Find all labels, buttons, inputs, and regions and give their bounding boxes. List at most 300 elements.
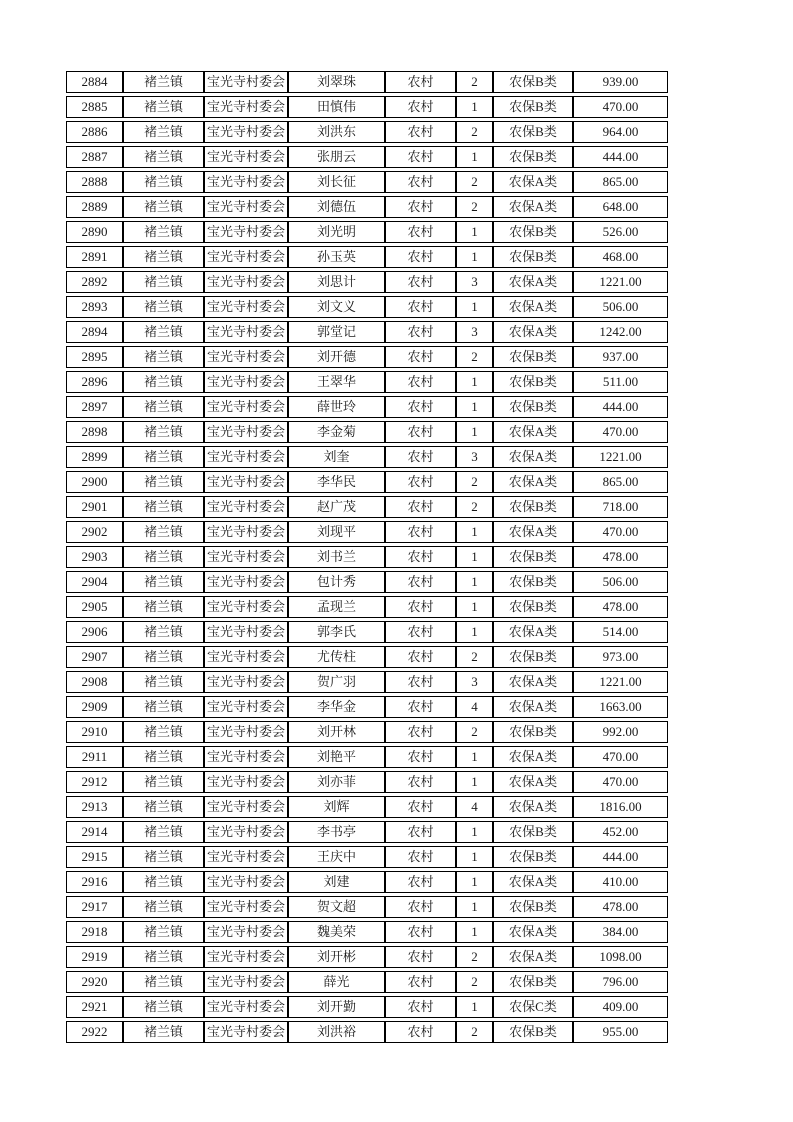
cell-amount: 444.00: [573, 846, 668, 868]
cell-serial-number: 2908: [66, 671, 123, 693]
cell-insurance-category: 农保A类: [493, 871, 573, 893]
cell-person-name: 刘光明: [288, 221, 385, 243]
cell-residence-type: 农村: [385, 996, 456, 1018]
cell-insurance-category: 农保A类: [493, 296, 573, 318]
cell-serial-number: 2903: [66, 546, 123, 568]
cell-village-committee: 宝光寺村委会: [204, 721, 288, 743]
cell-insurance-category: 农保B类: [493, 821, 573, 843]
cell-person-count: 3: [456, 446, 493, 468]
table-container: [66, 68, 668, 1046]
cell-person-count: 1: [456, 896, 493, 918]
cell-serial-number: 2897: [66, 396, 123, 418]
cell-residence-type: 农村: [385, 321, 456, 343]
cell-serial-number: 2888: [66, 171, 123, 193]
cell-village-committee: 宝光寺村委会: [204, 896, 288, 918]
cell-village-committee: 宝光寺村委会: [204, 971, 288, 993]
cell-insurance-category: 农保A类: [493, 196, 573, 218]
cell-village-committee: 宝光寺村委会: [204, 321, 288, 343]
table-row: [66, 196, 668, 218]
cell-village-committee: 宝光寺村委会: [204, 596, 288, 618]
cell-insurance-category: 农保A类: [493, 621, 573, 643]
table-row: [66, 471, 668, 493]
cell-amount: 409.00: [573, 996, 668, 1018]
cell-insurance-category: 农保A类: [493, 746, 573, 768]
cell-insurance-category: 农保B类: [493, 346, 573, 368]
cell-town: 褚兰镇: [123, 971, 204, 993]
cell-residence-type: 农村: [385, 746, 456, 768]
cell-town: 褚兰镇: [123, 746, 204, 768]
cell-amount: 410.00: [573, 871, 668, 893]
cell-person-count: 2: [456, 171, 493, 193]
cell-village-committee: 宝光寺村委会: [204, 1021, 288, 1043]
cell-amount: 1221.00: [573, 446, 668, 468]
cell-serial-number: 2902: [66, 521, 123, 543]
cell-person-count: 1: [456, 296, 493, 318]
cell-person-name: 薛世玲: [288, 396, 385, 418]
cell-insurance-category: 农保B类: [493, 71, 573, 93]
cell-town: 褚兰镇: [123, 671, 204, 693]
cell-town: 褚兰镇: [123, 621, 204, 643]
cell-person-name: 刘开彬: [288, 946, 385, 968]
cell-village-committee: 宝光寺村委会: [204, 696, 288, 718]
cell-amount: 648.00: [573, 196, 668, 218]
cell-residence-type: 农村: [385, 796, 456, 818]
cell-amount: 452.00: [573, 821, 668, 843]
cell-village-committee: 宝光寺村委会: [204, 121, 288, 143]
cell-insurance-category: 农保A类: [493, 271, 573, 293]
cell-insurance-category: 农保B类: [493, 221, 573, 243]
cell-serial-number: 2910: [66, 721, 123, 743]
cell-town: 褚兰镇: [123, 171, 204, 193]
cell-residence-type: 农村: [385, 921, 456, 943]
cell-insurance-category: 农保B类: [493, 96, 573, 118]
table-row: [66, 1021, 668, 1043]
cell-village-committee: 宝光寺村委会: [204, 496, 288, 518]
cell-person-name: 田慎伟: [288, 96, 385, 118]
cell-town: 褚兰镇: [123, 896, 204, 918]
cell-residence-type: 农村: [385, 421, 456, 443]
table-row: [66, 521, 668, 543]
cell-person-count: 1: [456, 96, 493, 118]
table-row: [66, 346, 668, 368]
cell-person-count: 2: [456, 721, 493, 743]
cell-person-count: 2: [456, 971, 493, 993]
cell-residence-type: 农村: [385, 846, 456, 868]
cell-serial-number: 2915: [66, 846, 123, 868]
cell-person-count: 1: [456, 521, 493, 543]
table-row: [66, 146, 668, 168]
cell-town: 褚兰镇: [123, 146, 204, 168]
cell-person-name: 刘思计: [288, 271, 385, 293]
cell-person-count: 4: [456, 796, 493, 818]
cell-amount: 478.00: [573, 896, 668, 918]
cell-insurance-category: 农保A类: [493, 921, 573, 943]
cell-village-committee: 宝光寺村委会: [204, 246, 288, 268]
cell-person-name: 李金菊: [288, 421, 385, 443]
table-row: [66, 871, 668, 893]
cell-village-committee: 宝光寺村委会: [204, 746, 288, 768]
cell-village-committee: 宝光寺村委会: [204, 996, 288, 1018]
cell-amount: 478.00: [573, 596, 668, 618]
cell-person-count: 1: [456, 221, 493, 243]
cell-village-committee: 宝光寺村委会: [204, 471, 288, 493]
cell-person-count: 1: [456, 146, 493, 168]
cell-residence-type: 农村: [385, 496, 456, 518]
cell-serial-number: 2917: [66, 896, 123, 918]
table-row: [66, 421, 668, 443]
cell-residence-type: 农村: [385, 271, 456, 293]
cell-village-committee: 宝光寺村委会: [204, 621, 288, 643]
cell-town: 褚兰镇: [123, 296, 204, 318]
cell-amount: 973.00: [573, 646, 668, 668]
cell-person-name: 刘现平: [288, 521, 385, 543]
table-row: [66, 546, 668, 568]
cell-insurance-category: 农保A类: [493, 321, 573, 343]
cell-village-committee: 宝光寺村委会: [204, 671, 288, 693]
cell-person-count: 1: [456, 621, 493, 643]
cell-insurance-category: 农保C类: [493, 996, 573, 1018]
cell-person-name: 王庆中: [288, 846, 385, 868]
table-row: [66, 596, 668, 618]
cell-amount: 470.00: [573, 771, 668, 793]
cell-person-count: 1: [456, 421, 493, 443]
cell-insurance-category: 农保B类: [493, 646, 573, 668]
cell-residence-type: 农村: [385, 246, 456, 268]
cell-town: 褚兰镇: [123, 196, 204, 218]
cell-person-name: 孟现兰: [288, 596, 385, 618]
cell-town: 褚兰镇: [123, 371, 204, 393]
table-row: [66, 121, 668, 143]
cell-village-committee: 宝光寺村委会: [204, 221, 288, 243]
cell-serial-number: 2921: [66, 996, 123, 1018]
cell-serial-number: 2904: [66, 571, 123, 593]
cell-person-count: 1: [456, 921, 493, 943]
cell-serial-number: 2914: [66, 821, 123, 843]
cell-village-committee: 宝光寺村委会: [204, 771, 288, 793]
cell-residence-type: 农村: [385, 696, 456, 718]
cell-serial-number: 2892: [66, 271, 123, 293]
cell-town: 褚兰镇: [123, 921, 204, 943]
cell-residence-type: 农村: [385, 96, 456, 118]
cell-person-count: 2: [456, 196, 493, 218]
cell-insurance-category: 农保B类: [493, 546, 573, 568]
cell-person-count: 2: [456, 946, 493, 968]
cell-person-name: 贺文超: [288, 896, 385, 918]
cell-town: 褚兰镇: [123, 696, 204, 718]
cell-residence-type: 农村: [385, 871, 456, 893]
cell-village-committee: 宝光寺村委会: [204, 521, 288, 543]
cell-amount: 1221.00: [573, 271, 668, 293]
cell-town: 褚兰镇: [123, 71, 204, 93]
cell-amount: 444.00: [573, 396, 668, 418]
cell-person-name: 刘洪裕: [288, 1021, 385, 1043]
cell-person-name: 刘辉: [288, 796, 385, 818]
cell-person-name: 刘亦菲: [288, 771, 385, 793]
cell-village-committee: 宝光寺村委会: [204, 796, 288, 818]
cell-person-name: 李华金: [288, 696, 385, 718]
cell-serial-number: 2909: [66, 696, 123, 718]
cell-person-name: 郭李氏: [288, 621, 385, 643]
cell-person-count: 1: [456, 246, 493, 268]
table-row: [66, 946, 668, 968]
cell-person-name: 李书亭: [288, 821, 385, 843]
table-row: [66, 696, 668, 718]
cell-insurance-category: 农保A类: [493, 471, 573, 493]
cell-amount: 1221.00: [573, 671, 668, 693]
cell-person-name: 刘洪东: [288, 121, 385, 143]
cell-person-count: 3: [456, 671, 493, 693]
cell-serial-number: 2913: [66, 796, 123, 818]
cell-serial-number: 2900: [66, 471, 123, 493]
cell-town: 褚兰镇: [123, 246, 204, 268]
cell-amount: 514.00: [573, 621, 668, 643]
cell-person-name: 尤传柱: [288, 646, 385, 668]
table-row: [66, 896, 668, 918]
cell-insurance-category: 农保B类: [493, 571, 573, 593]
cell-residence-type: 农村: [385, 571, 456, 593]
cell-insurance-category: 农保B类: [493, 246, 573, 268]
cell-residence-type: 农村: [385, 346, 456, 368]
cell-village-committee: 宝光寺村委会: [204, 171, 288, 193]
cell-town: 褚兰镇: [123, 546, 204, 568]
cell-serial-number: 2906: [66, 621, 123, 643]
cell-town: 褚兰镇: [123, 446, 204, 468]
cell-person-name: 刘文义: [288, 296, 385, 318]
cell-residence-type: 农村: [385, 621, 456, 643]
cell-residence-type: 农村: [385, 296, 456, 318]
table-row: [66, 746, 668, 768]
cell-insurance-category: 农保B类: [493, 496, 573, 518]
cell-town: 褚兰镇: [123, 271, 204, 293]
table-row: [66, 621, 668, 643]
cell-residence-type: 农村: [385, 721, 456, 743]
cell-town: 褚兰镇: [123, 221, 204, 243]
cell-village-committee: 宝光寺村委会: [204, 96, 288, 118]
cell-person-count: 3: [456, 271, 493, 293]
cell-person-name: 包计秀: [288, 571, 385, 593]
cell-amount: 937.00: [573, 346, 668, 368]
cell-insurance-category: 农保A类: [493, 421, 573, 443]
cell-person-name: 刘开林: [288, 721, 385, 743]
cell-amount: 470.00: [573, 746, 668, 768]
cell-serial-number: 2919: [66, 946, 123, 968]
cell-village-committee: 宝光寺村委会: [204, 346, 288, 368]
cell-residence-type: 农村: [385, 146, 456, 168]
cell-village-committee: 宝光寺村委会: [204, 371, 288, 393]
cell-village-committee: 宝光寺村委会: [204, 396, 288, 418]
cell-village-committee: 宝光寺村委会: [204, 446, 288, 468]
cell-insurance-category: 农保B类: [493, 971, 573, 993]
table-row: [66, 796, 668, 818]
cell-residence-type: 农村: [385, 446, 456, 468]
cell-village-committee: 宝光寺村委会: [204, 296, 288, 318]
cell-amount: 865.00: [573, 171, 668, 193]
cell-person-count: 2: [456, 346, 493, 368]
cell-amount: 526.00: [573, 221, 668, 243]
cell-person-count: 2: [456, 71, 493, 93]
cell-residence-type: 农村: [385, 546, 456, 568]
cell-town: 褚兰镇: [123, 846, 204, 868]
cell-village-committee: 宝光寺村委会: [204, 646, 288, 668]
table-row: [66, 71, 668, 93]
table-row: [66, 296, 668, 318]
cell-person-name: 魏美荣: [288, 921, 385, 943]
cell-residence-type: 农村: [385, 646, 456, 668]
cell-insurance-category: 农保B类: [493, 371, 573, 393]
cell-serial-number: 2891: [66, 246, 123, 268]
cell-amount: 506.00: [573, 571, 668, 593]
cell-town: 褚兰镇: [123, 1021, 204, 1043]
cell-amount: 964.00: [573, 121, 668, 143]
cell-person-name: 刘建: [288, 871, 385, 893]
cell-person-name: 赵广茂: [288, 496, 385, 518]
cell-serial-number: 2884: [66, 71, 123, 93]
cell-serial-number: 2911: [66, 746, 123, 768]
cell-insurance-category: 农保A类: [493, 771, 573, 793]
cell-person-name: 郭堂记: [288, 321, 385, 343]
table-row: [66, 371, 668, 393]
cell-insurance-category: 农保A类: [493, 696, 573, 718]
cell-village-committee: 宝光寺村委会: [204, 846, 288, 868]
cell-residence-type: 农村: [385, 471, 456, 493]
cell-amount: 992.00: [573, 721, 668, 743]
cell-village-committee: 宝光寺村委会: [204, 571, 288, 593]
cell-town: 褚兰镇: [123, 121, 204, 143]
cell-person-count: 2: [456, 121, 493, 143]
cell-residence-type: 农村: [385, 896, 456, 918]
cell-person-name: 刘奎: [288, 446, 385, 468]
cell-person-count: 1: [456, 371, 493, 393]
cell-town: 褚兰镇: [123, 346, 204, 368]
cell-residence-type: 农村: [385, 371, 456, 393]
cell-person-name: 薛光: [288, 971, 385, 993]
cell-residence-type: 农村: [385, 121, 456, 143]
cell-residence-type: 农村: [385, 671, 456, 693]
cell-person-count: 1: [456, 821, 493, 843]
cell-person-count: 2: [456, 646, 493, 668]
cell-person-count: 2: [456, 496, 493, 518]
cell-serial-number: 2893: [66, 296, 123, 318]
cell-town: 褚兰镇: [123, 396, 204, 418]
cell-serial-number: 2890: [66, 221, 123, 243]
cell-person-count: 2: [456, 471, 493, 493]
cell-person-name: 刘书兰: [288, 546, 385, 568]
cell-amount: 511.00: [573, 371, 668, 393]
table-row: [66, 646, 668, 668]
cell-person-name: 刘开德: [288, 346, 385, 368]
table-row: [66, 671, 668, 693]
benefits-table: [66, 68, 668, 1046]
table-row: [66, 821, 668, 843]
table-row: [66, 321, 668, 343]
cell-serial-number: 2920: [66, 971, 123, 993]
cell-village-committee: 宝光寺村委会: [204, 146, 288, 168]
cell-serial-number: 2885: [66, 96, 123, 118]
cell-amount: 384.00: [573, 921, 668, 943]
cell-town: 褚兰镇: [123, 471, 204, 493]
cell-serial-number: 2887: [66, 146, 123, 168]
table-row: [66, 221, 668, 243]
cell-serial-number: 2896: [66, 371, 123, 393]
cell-amount: 444.00: [573, 146, 668, 168]
table-row: [66, 971, 668, 993]
cell-person-name: 王翠华: [288, 371, 385, 393]
cell-serial-number: 2918: [66, 921, 123, 943]
cell-amount: 796.00: [573, 971, 668, 993]
table-row: [66, 271, 668, 293]
cell-person-name: 李华民: [288, 471, 385, 493]
cell-insurance-category: 农保B类: [493, 1021, 573, 1043]
cell-amount: 1098.00: [573, 946, 668, 968]
cell-insurance-category: 农保B类: [493, 396, 573, 418]
cell-serial-number: 2898: [66, 421, 123, 443]
cell-person-count: 1: [456, 996, 493, 1018]
cell-amount: 1242.00: [573, 321, 668, 343]
cell-village-committee: 宝光寺村委会: [204, 271, 288, 293]
cell-village-committee: 宝光寺村委会: [204, 921, 288, 943]
cell-person-name: 贺广羽: [288, 671, 385, 693]
cell-insurance-category: 农保A类: [493, 446, 573, 468]
cell-town: 褚兰镇: [123, 996, 204, 1018]
cell-person-count: 1: [456, 771, 493, 793]
cell-amount: 470.00: [573, 421, 668, 443]
cell-person-name: 刘开勤: [288, 996, 385, 1018]
cell-residence-type: 农村: [385, 221, 456, 243]
cell-village-committee: 宝光寺村委会: [204, 946, 288, 968]
cell-town: 褚兰镇: [123, 871, 204, 893]
table-row: [66, 396, 668, 418]
cell-person-name: 张朋云: [288, 146, 385, 168]
cell-amount: 718.00: [573, 496, 668, 518]
table-row: [66, 721, 668, 743]
cell-amount: 468.00: [573, 246, 668, 268]
cell-town: 褚兰镇: [123, 321, 204, 343]
cell-village-committee: 宝光寺村委会: [204, 196, 288, 218]
cell-insurance-category: 农保A类: [493, 671, 573, 693]
cell-insurance-category: 农保A类: [493, 946, 573, 968]
cell-amount: 506.00: [573, 296, 668, 318]
cell-residence-type: 农村: [385, 1021, 456, 1043]
cell-person-count: 3: [456, 321, 493, 343]
cell-town: 褚兰镇: [123, 946, 204, 968]
cell-residence-type: 农村: [385, 196, 456, 218]
cell-serial-number: 2907: [66, 646, 123, 668]
table-body: [66, 71, 668, 1043]
cell-amount: 478.00: [573, 546, 668, 568]
table-row: [66, 496, 668, 518]
cell-amount: 955.00: [573, 1021, 668, 1043]
cell-residence-type: 农村: [385, 171, 456, 193]
table-row: [66, 246, 668, 268]
cell-village-committee: 宝光寺村委会: [204, 71, 288, 93]
cell-village-committee: 宝光寺村委会: [204, 421, 288, 443]
cell-residence-type: 农村: [385, 71, 456, 93]
table-row: [66, 446, 668, 468]
cell-amount: 1663.00: [573, 696, 668, 718]
cell-serial-number: 2912: [66, 771, 123, 793]
cell-town: 褚兰镇: [123, 571, 204, 593]
cell-person-count: 4: [456, 696, 493, 718]
cell-person-count: 1: [456, 746, 493, 768]
cell-residence-type: 农村: [385, 821, 456, 843]
cell-serial-number: 2922: [66, 1021, 123, 1043]
table-row: [66, 846, 668, 868]
cell-town: 褚兰镇: [123, 96, 204, 118]
table-row: [66, 996, 668, 1018]
cell-town: 褚兰镇: [123, 821, 204, 843]
cell-amount: 470.00: [573, 521, 668, 543]
cell-insurance-category: 农保B类: [493, 146, 573, 168]
